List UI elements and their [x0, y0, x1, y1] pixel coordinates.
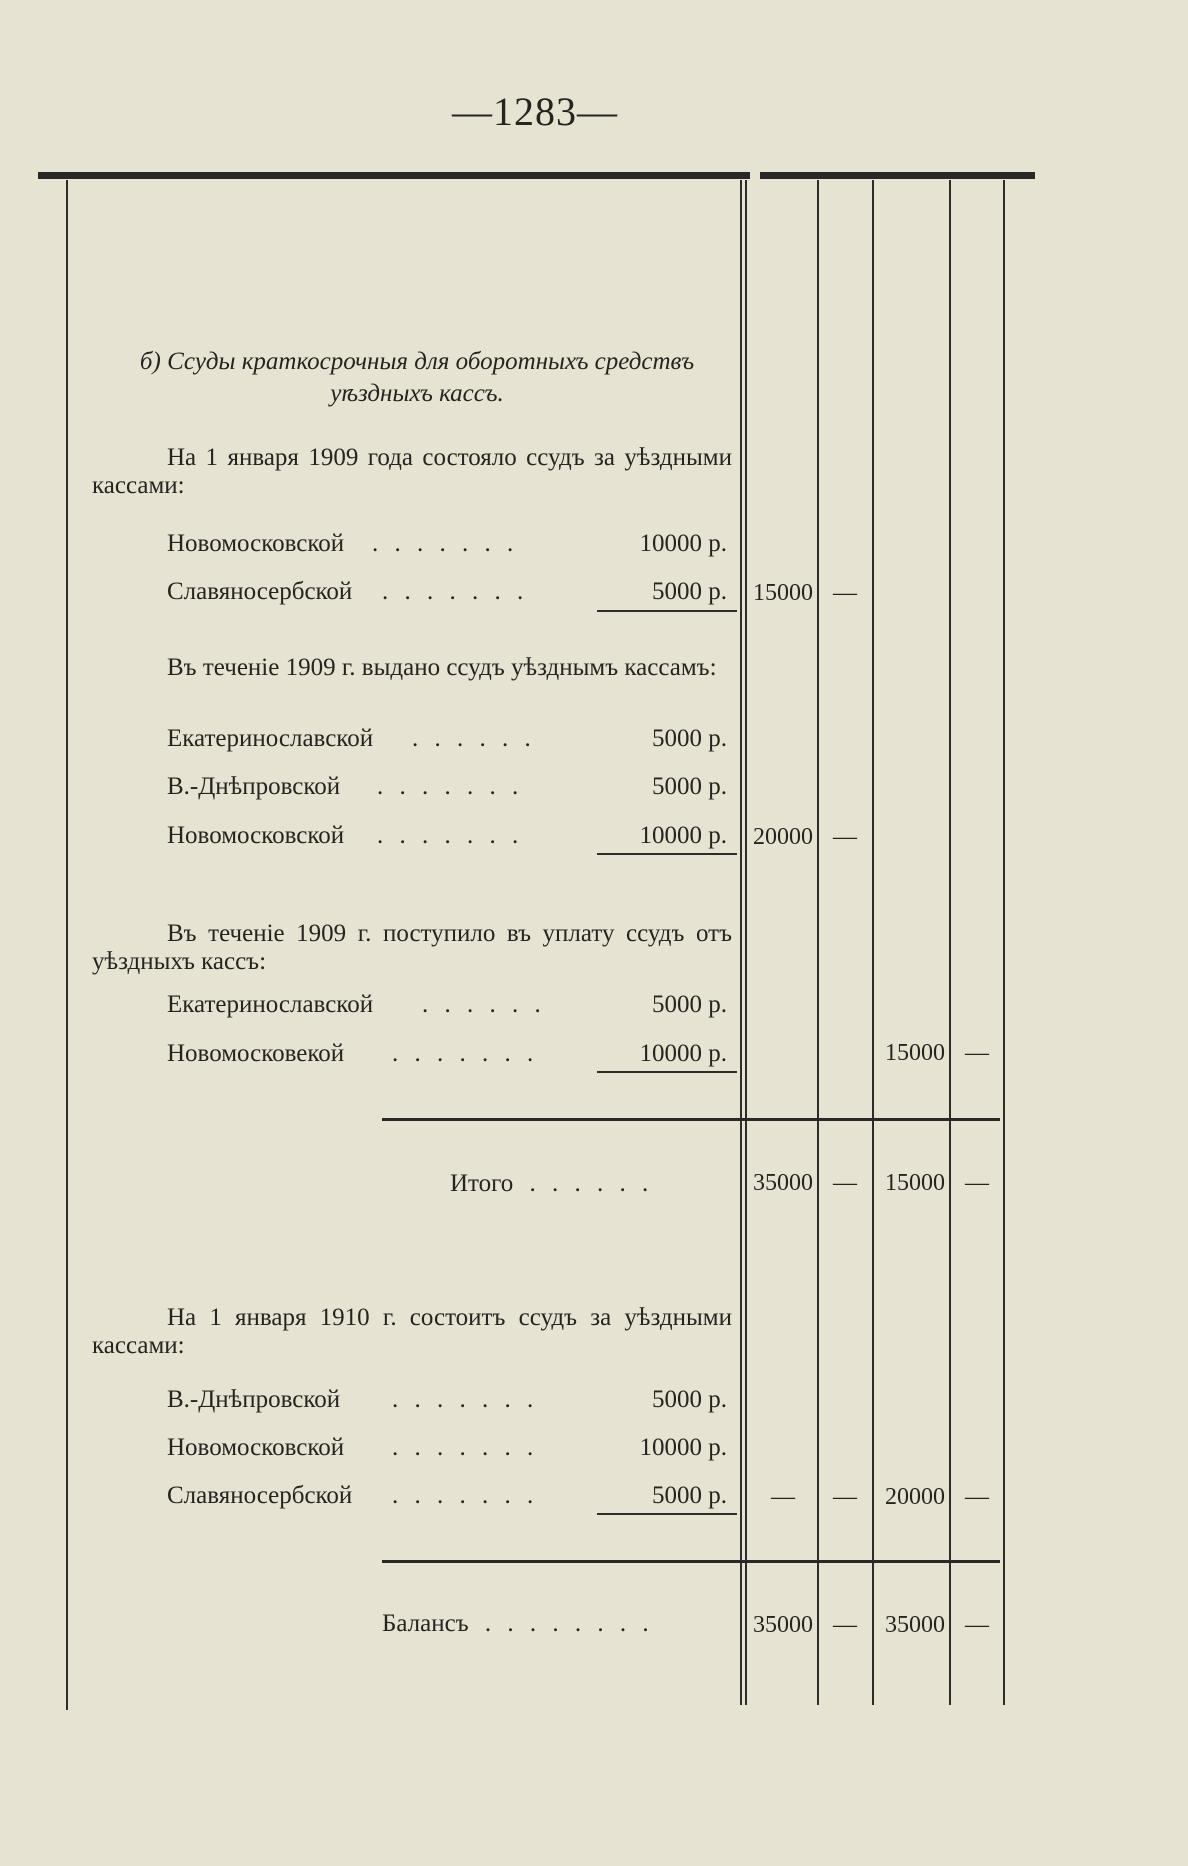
row-name: Славяносербской [167, 1482, 353, 1509]
page-number: —1283— [452, 89, 618, 134]
balance-col4-value: — [965, 1612, 989, 1638]
section4-col4-value: — [965, 1484, 989, 1510]
section4-col3-value: 20000 [885, 1484, 945, 1510]
subtotal-underline [597, 1513, 737, 1515]
section3-col3-value: 15000 [885, 1040, 945, 1066]
total-label-text: Итого [450, 1170, 514, 1197]
list-item [167, 822, 727, 852]
total-label [450, 1170, 653, 1198]
row-amount: 5000 р. [652, 725, 727, 752]
subtotal-underline [597, 853, 737, 855]
col-divider-3 [949, 180, 951, 1705]
row-name: Новомосковской [167, 530, 345, 557]
row-amount: 10000 р. [639, 1434, 727, 1461]
total-leader: . . . . . . [529, 1170, 654, 1197]
row-name: В.-Днѣпровской [167, 773, 341, 800]
balance-col1-value: 35000 [753, 1612, 813, 1638]
row-leader: . . . . . . . [392, 1386, 539, 1413]
row-name: Новомосковской [167, 822, 345, 849]
row-amount: 5000 р. [652, 1386, 727, 1413]
section2-col2-value: — [833, 824, 857, 850]
row-name: Новомосковекой [167, 1040, 345, 1067]
row-name: Екатеринославской [167, 991, 374, 1018]
row-leader: . . . . . . . [372, 530, 519, 557]
section3-col4-value: — [965, 1040, 989, 1066]
section1-col2-value: — [833, 580, 857, 606]
list-item [167, 991, 727, 1021]
row-leader: . . . . . . . [392, 1040, 539, 1067]
col-divider-2 [872, 180, 874, 1705]
section4-col2-value: — [833, 1484, 857, 1510]
list-item [167, 1386, 727, 1416]
top-rule-left [38, 172, 750, 179]
list-item [167, 530, 727, 560]
balance-label [382, 1610, 654, 1638]
row-amount: 5000 р. [652, 1482, 727, 1509]
section1-col1-value: 15000 [753, 580, 813, 606]
list-item [167, 1482, 727, 1512]
row-name: Екатеринославской [167, 725, 374, 752]
col-divider-text-2 [745, 180, 747, 1705]
row-amount: 5000 р. [652, 773, 727, 800]
total-col1-value: 35000 [753, 1170, 813, 1196]
balance-label-text: Балансъ [382, 1610, 469, 1637]
list-item [167, 578, 727, 608]
row-amount: 10000 р. [639, 1040, 727, 1067]
section1-intro: На 1 января 1909 года состояло ссудъ за уѣздными кассами: [92, 444, 732, 499]
col-divider-1 [817, 180, 819, 1705]
section2-col1-value: 20000 [753, 824, 813, 850]
list-item [167, 773, 727, 803]
heading-line-2: уѣздныхъ кассъ. [330, 380, 504, 407]
left-margin-line [66, 180, 68, 1710]
section3-intro: Въ теченіе 1909 г. поступило въ уплату ссудъ отъ уѣздныхъ кассъ: [92, 920, 732, 975]
row-name: Славяносербской [167, 578, 353, 605]
section-heading [92, 346, 742, 410]
top-rule-right [760, 172, 1035, 179]
row-leader: . . . . . . . [377, 773, 524, 800]
total-rule [382, 1118, 1000, 1121]
heading-line-1: б) Ссуды краткосрочныя для оборотныхъ средствъ [139, 348, 695, 375]
row-name: В.-Днѣпровской [167, 1386, 341, 1413]
row-leader: . . . . . . . [392, 1434, 539, 1461]
row-leader: . . . . . . [412, 725, 536, 752]
total-col3-value: 15000 [885, 1170, 945, 1196]
balance-leader: . . . . . . . . [484, 1610, 654, 1637]
row-name: Новомосковской [167, 1434, 345, 1461]
subtotal-underline [597, 610, 737, 612]
list-item [167, 725, 727, 755]
row-leader: . . . . . . [422, 991, 546, 1018]
total-col4-value: — [965, 1170, 989, 1196]
right-margin-line [1003, 180, 1005, 1705]
section4-col1-value: — [771, 1484, 795, 1510]
row-amount: 10000 р. [639, 530, 727, 557]
row-leader: . . . . . . . [382, 578, 529, 605]
total-col2-value: — [833, 1170, 857, 1196]
row-amount: 10000 р. [639, 822, 727, 849]
list-item [167, 1434, 727, 1464]
row-leader: . . . . . . . [377, 822, 524, 849]
row-leader: . . . . . . . [392, 1482, 539, 1509]
section2-intro: Въ теченіе 1909 г. выдано ссудъ уѣзднымъ кассамъ: [167, 654, 717, 681]
balance-col2-value: — [833, 1612, 857, 1638]
section4-intro: На 1 января 1910 г. состоитъ ссудъ за уѣздными кассами: [92, 1304, 732, 1359]
row-amount: 5000 р. [652, 578, 727, 605]
list-item [167, 1040, 727, 1070]
row-amount: 5000 р. [652, 991, 727, 1018]
balance-col3-value: 35000 [885, 1612, 945, 1638]
subtotal-underline [597, 1071, 737, 1073]
balance-rule [382, 1560, 1000, 1563]
